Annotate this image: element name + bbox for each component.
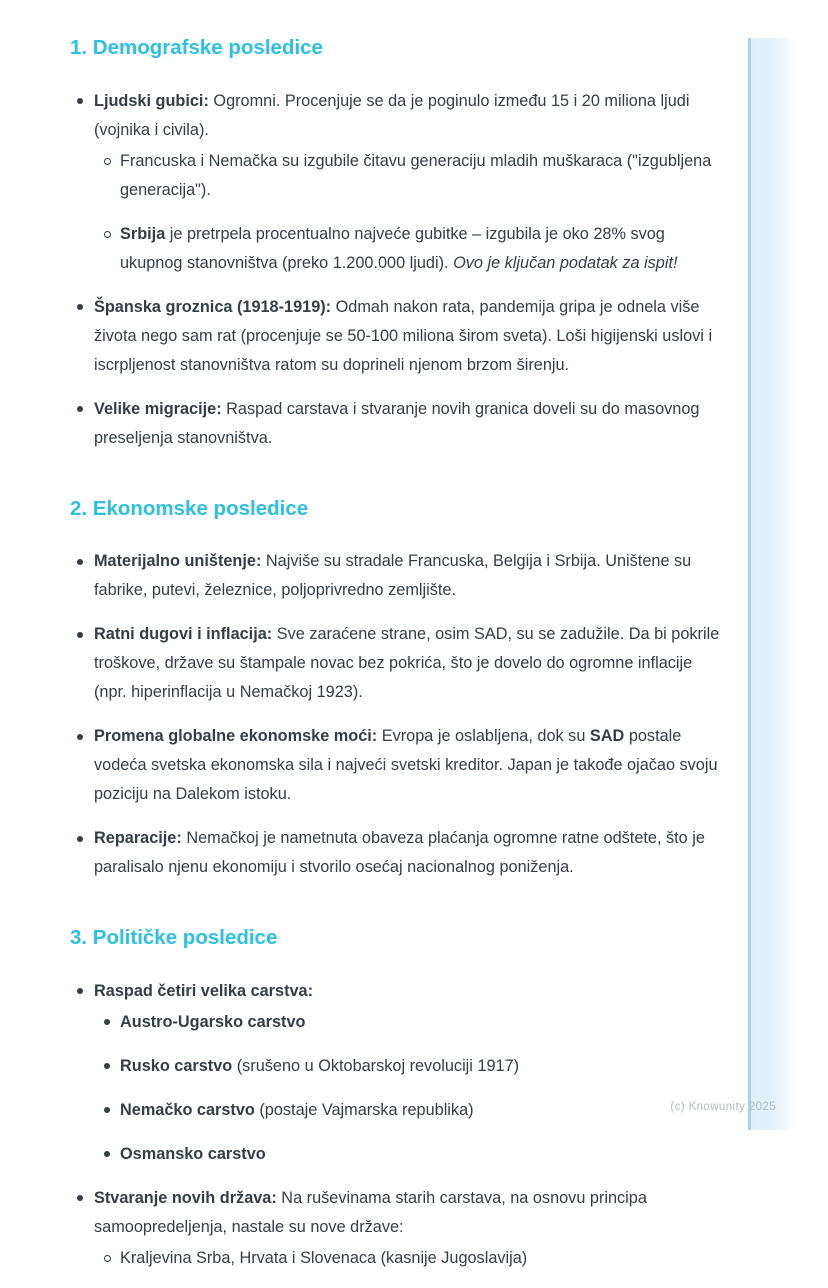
text-run: Materijalno uništenje: xyxy=(94,552,262,571)
section-heading: 1. Demografske posledice xyxy=(70,36,323,59)
text-run: Raspad četiri velika carstva: xyxy=(94,981,314,1000)
text-run: Srbija xyxy=(120,224,166,243)
document-content xyxy=(70,36,720,1288)
list-item xyxy=(70,977,720,1006)
disc-bullet-icon xyxy=(77,406,83,412)
list-item xyxy=(70,1244,720,1273)
section-heading: 2. Ekonomske posledice xyxy=(70,496,309,520)
text-run: Austro-Ugarsko carstvo xyxy=(120,1012,306,1031)
list-item xyxy=(70,1052,720,1081)
disc-bullet-icon xyxy=(104,1063,110,1069)
text-run: Nemačkoj je nametnuta obaveza plaćanja ogromne ratne odštete, što je paralisalo njenu ekonomiju i stvorilo osećaj nacionalnog poniženja. xyxy=(94,829,705,877)
text-run: Ratni dugovi i inflacija: xyxy=(94,625,273,644)
text-run: Rusko carstvo xyxy=(120,1056,233,1075)
disc-bullet-icon xyxy=(77,1195,83,1201)
disc-bullet-icon xyxy=(77,988,83,994)
text-run: Ogromni. Procenjuje se da je poginulo između 15 i 20 miliona ljudi (vojnika i civila). xyxy=(94,91,690,139)
list-item xyxy=(70,1140,720,1169)
disc-bullet-icon xyxy=(77,304,83,310)
text-run: (srušeno u Oktobarskoj revoluciji 1917) xyxy=(232,1056,520,1075)
text-run: (postaje Vajmarska republika) xyxy=(254,1100,474,1119)
disc-bullet-icon xyxy=(104,1151,110,1157)
text-run: postale vodeća svetska ekonomska sila i najveći svetski kreditor. Japan je takođe ojačao svoju poziciju na Dalekom istoku. xyxy=(94,727,718,804)
list-item xyxy=(70,1008,720,1037)
text-run: Evropa je oslabljena, dok su xyxy=(377,727,590,746)
list-item xyxy=(70,1184,720,1242)
text-run: Ovo je ključan podatak za ispit! xyxy=(453,253,678,272)
watermark: (c) Knowunity 2025 xyxy=(670,1101,776,1113)
document-section xyxy=(70,926,720,1273)
text-run: Na ruševinama starih carstava, na osnovu principa samoopredeljenja, nastale su nove države: xyxy=(94,1188,647,1236)
list-item xyxy=(70,220,720,278)
list-item xyxy=(70,1096,720,1125)
text-run: Kraljevina Srba, Hrvata i Slovenaca (kasnije Jugoslavija) xyxy=(120,1248,528,1267)
text-run: Odmah nakon rata, pandemija gripa je odnela više života nego sam rat (procenjuje se 50-100 miliona širom sveta). Loši higijenski uslovi i iscrpljenost stanovništva ratom su doprineli njenom brzom širenju. xyxy=(94,297,713,374)
list-item xyxy=(70,620,720,707)
text-run: Nemačko carstvo xyxy=(120,1100,255,1119)
section-heading: 3. Političke posledice xyxy=(70,926,278,950)
list-item xyxy=(70,547,720,605)
circle-bullet-icon xyxy=(104,158,111,165)
disc-bullet-icon xyxy=(77,632,83,638)
disc-bullet-icon xyxy=(77,98,83,104)
list-item xyxy=(70,147,720,205)
list-item xyxy=(70,824,720,882)
list-item xyxy=(70,722,720,809)
text-run: Ljudski gubici: xyxy=(94,91,209,110)
text-run: je pretrpela procentualno najveće gubitke – izgubila je oko 28% svog ukupnog stanovništva (preko 1.200.000 ljudi). xyxy=(120,224,665,272)
list-item xyxy=(70,87,720,145)
disc-bullet-icon xyxy=(104,1019,110,1025)
text-run: SAD xyxy=(589,727,625,746)
page-edge-bar xyxy=(748,38,795,1130)
text-run: Stvaranje novih država: xyxy=(94,1188,277,1207)
text-run: Velike migracije: xyxy=(94,399,222,418)
list-item xyxy=(70,395,720,453)
disc-bullet-icon xyxy=(77,559,83,565)
disc-bullet-icon xyxy=(77,836,83,842)
text-run: Najviše su stradale Francuska, Belgija i Srbija. Uništene su fabrike, putevi, železnice, poljoprivredno zemljište. xyxy=(94,552,692,600)
document-section xyxy=(70,497,720,883)
text-run: Osmansko carstvo xyxy=(120,1144,266,1163)
text-run: Raspad carstava i stvaranje novih granica doveli su do masovnog preseljenja stanovništva. xyxy=(94,399,700,447)
text-run: Reparacije: xyxy=(94,829,182,848)
disc-bullet-icon xyxy=(104,1107,110,1113)
text-run: Španska groznica (1918-1919): xyxy=(94,297,332,316)
text-run: Promena globalne ekonomske moći: xyxy=(94,727,378,746)
list-item xyxy=(70,293,720,380)
text-run: Sve zaraćene strane, osim SAD, su se zadužile. Da bi pokrile troškove, države su štampale novac bez pokrića, što je dovelo do ogromne inflacije (npr. hiperinflacija u Nemačkoj 1923). xyxy=(94,625,720,702)
text-run: Francuska i Nemačka su izgubile čitavu generaciju mladih muškaraca ("izgubljena generacija"). xyxy=(120,151,712,199)
circle-bullet-icon xyxy=(104,1255,111,1262)
disc-bullet-icon xyxy=(77,734,83,740)
document-section xyxy=(70,36,720,453)
circle-bullet-icon xyxy=(104,231,111,238)
